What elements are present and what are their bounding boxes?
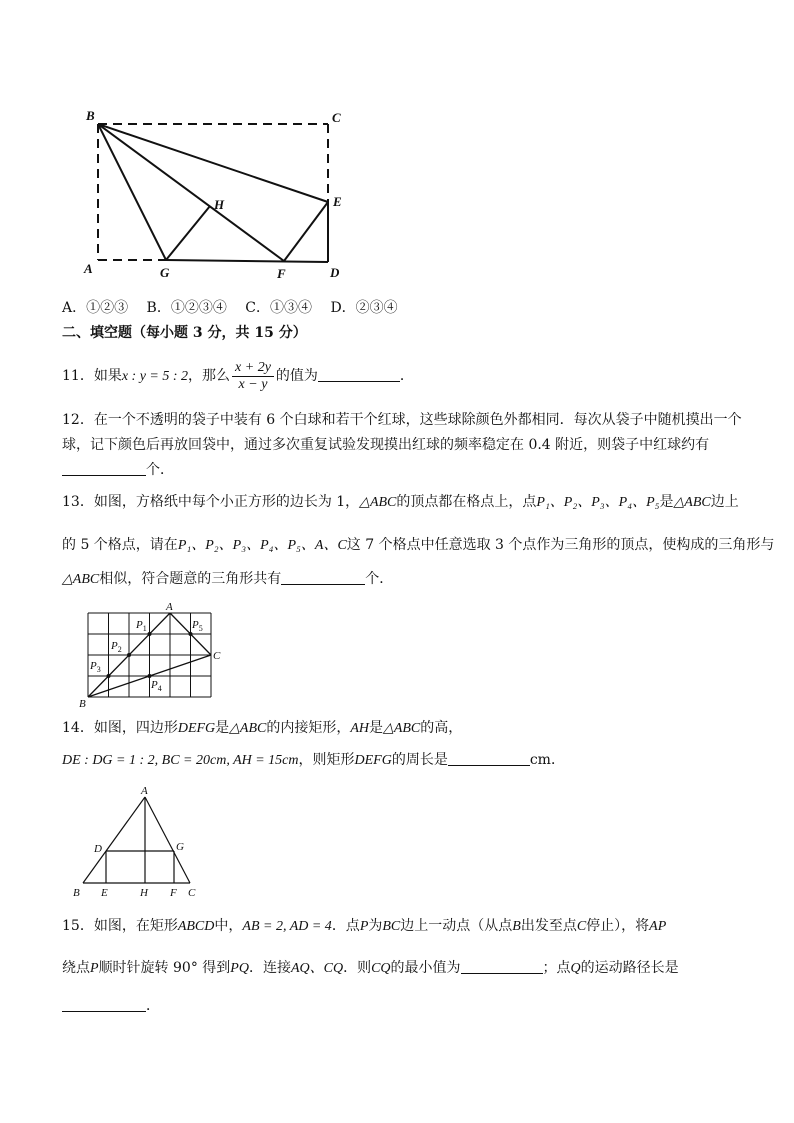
point-P2 <box>127 653 131 657</box>
question-12-line2: 球，记下颜色后再放回袋中，通过多次重复试验发现摸出红球的频率稳定在 0.4 附近，则袋子中红球约有 <box>62 437 710 453</box>
label-P1: $P_1$ <box>136 619 147 633</box>
section-title: 二、填空题（每小题 3 分，共 15 分） <box>62 325 307 341</box>
label-H: H <box>214 197 225 212</box>
edge-FE <box>284 202 328 261</box>
label-D: D <box>330 265 340 280</box>
fraction: $\frac{x + 2y}{x - y}$ <box>232 360 274 393</box>
answer-blank-12[interactable] <box>62 461 146 476</box>
answer-blank-11[interactable] <box>318 367 400 382</box>
label-P2: $P_2$ <box>111 640 122 654</box>
q10-figure <box>80 105 360 280</box>
question-15-line2: 绕点P顺时针旋转 90° 得到PQ．连接AQ、CQ．则CQ的最小值为 ；点Q的运动路径长是 <box>62 960 679 976</box>
point-P1 <box>148 632 152 636</box>
question-15-line3: ． <box>62 996 160 1016</box>
label-A: A <box>84 261 93 276</box>
label-C: C <box>332 110 341 125</box>
label-D: D <box>94 843 102 855</box>
label-G: G <box>176 841 184 853</box>
edge-AB <box>83 797 145 883</box>
question-13-line2: 的 5 个格点，请在P₁、P₂、P₃、P₄、P₅、A、C这 7 个格点中任意选取 3 个点作为三角形的顶点，使构成的三角形与 <box>62 537 775 553</box>
question-12-line3: 个． <box>62 460 174 480</box>
label-E: E <box>333 194 342 209</box>
label-H: H <box>140 887 148 899</box>
label-P5: $P_5$ <box>192 619 203 633</box>
label-A: A <box>141 785 148 797</box>
answer-blank-14[interactable] <box>448 751 530 766</box>
label-F: F <box>170 887 177 899</box>
q14-figure <box>70 784 210 899</box>
label-F: F <box>277 266 286 280</box>
label-A: A <box>166 601 173 613</box>
answer-blank-15b[interactable] <box>62 997 146 1012</box>
edge-GD <box>166 260 328 262</box>
question-11: 11．如果x : y = 5 : 2，那么 $\frac{x + 2y}{x - y}$ 的值为 ． <box>62 359 414 392</box>
question-15-line1: 15．如图，在矩形ABCD中，AB = 2, AD = 4．点P为BC边上一动点（从点B出发至点C停止），将AP <box>62 918 667 934</box>
edge-BE <box>98 124 328 202</box>
point-P3 <box>107 674 111 678</box>
q13-grid-figure <box>76 598 236 710</box>
label-B: B <box>73 887 80 899</box>
edge-AC <box>145 797 190 883</box>
label-B: B <box>86 108 95 123</box>
edge-GH <box>166 206 210 260</box>
answer-blank-13[interactable] <box>281 570 365 585</box>
label-C: C <box>213 650 221 662</box>
question-13-line1: 13．如图，方格纸中每个小正方形的边长为 1，△ABC的顶点都在格点上，点P₁、P₂、P₃、P₄、P₅是△ABC边上 <box>62 494 739 510</box>
point-P5 <box>189 632 193 636</box>
question-12-line1: 12．在一个不透明的袋子中装有 6 个白球和若干个红球，这些球除颜色外都相同．每次从袋子中随机摸出一个 <box>62 412 742 428</box>
label-G: G <box>160 265 170 280</box>
question-14-line1: 14．如图，四边形DEFG是△ABC的内接矩形，AH是△ABC的高， <box>62 720 463 736</box>
label-C: C <box>188 887 196 899</box>
answer-blank-15a[interactable] <box>461 959 543 974</box>
label-B: B <box>79 698 86 710</box>
question-14-line2: DE : DG = 1 : 2, BC = 20cm, AH = 15cm，则矩形DEFG的周长是 cm． <box>62 752 565 768</box>
label-P3: $P_3$ <box>90 660 101 674</box>
point-P4 <box>148 674 152 678</box>
q10-options: A．①②③ B．①②③④ C．①③④ D．②③④ <box>62 300 398 316</box>
label-P4: $P_4$ <box>151 679 162 693</box>
edge-BF <box>98 124 284 261</box>
question-13-line3: △ABC相似，符合题意的三角形共有 个． <box>62 571 394 587</box>
label-E: E <box>101 887 108 899</box>
